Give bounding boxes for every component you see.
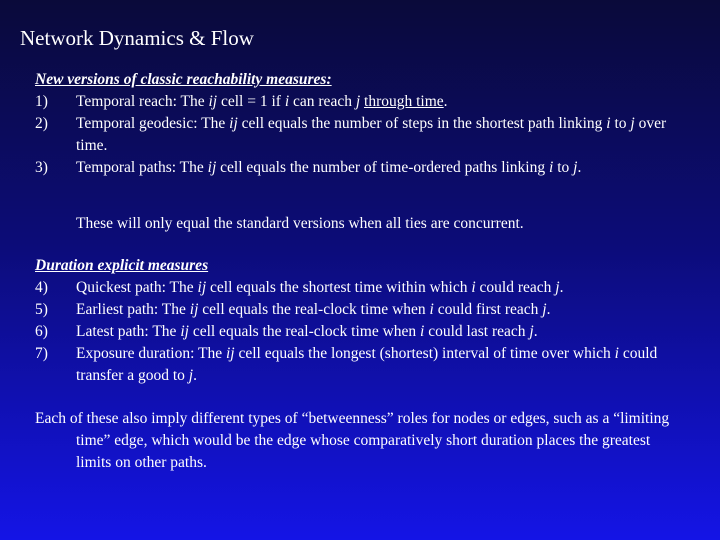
list-item [35,299,685,321]
item-text: Earliest path: The ij cell equals the real-clock time when i could first reach j. [76,301,551,318]
list-item [35,343,685,387]
slide-content [35,69,685,474]
item-text: Temporal reach: The ij cell = 1 if i can reach j through time. [76,93,448,110]
list-item [35,113,685,157]
item-number: 1) [35,93,48,110]
list-item [35,277,685,299]
list-item [35,157,685,179]
betweenness-paragraph: Each of these also imply different types of “betweenness” roles for nodes or edges, such as a “limiting time” edge, which would be the edge whose comparatively short duration places the greatest limits on other paths. [35,410,670,471]
item-number: 7) [35,345,48,362]
section-heading-duration: Duration explicit measures [35,257,209,274]
concurrency-note: These will only equal the standard versions when all ties are concurrent. [76,215,524,232]
item-text: Temporal paths: The ij cell equals the number of time-ordered paths linking i to j. [76,159,582,176]
item-number: 5) [35,301,48,318]
slide-title: Network Dynamics & Flow [20,26,254,50]
item-number: 3) [35,159,48,176]
list-item [35,321,685,343]
item-text: Temporal geodesic: The ij cell equals the number of steps in the shortest path linking i to j over time. [76,115,667,154]
section-heading-reachability: New versions of classic reachability measures: [35,71,332,88]
item-number: 4) [35,279,48,296]
item-number: 6) [35,323,48,340]
item-text: Exposure duration: The ij cell equals the longest (shortest) interval of time over which i could transfer a good to j. [76,345,658,384]
item-text: Quickest path: The ij cell equals the shortest time within which i could reach j. [76,279,564,296]
item-number: 2) [35,115,48,132]
item-text: Latest path: The ij cell equals the real-clock time when i could last reach j. [76,323,538,340]
list-item [35,91,685,113]
